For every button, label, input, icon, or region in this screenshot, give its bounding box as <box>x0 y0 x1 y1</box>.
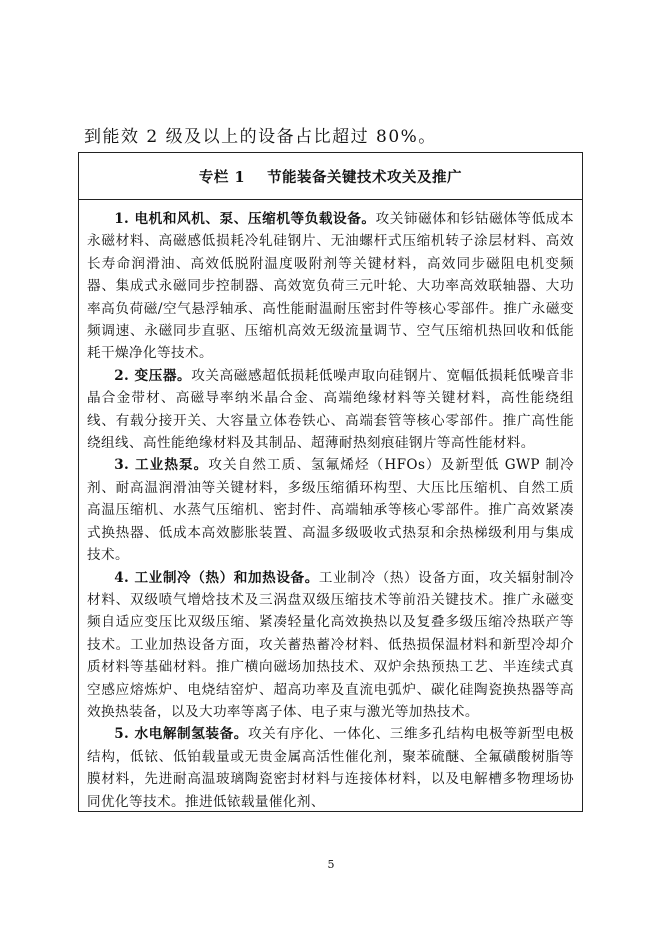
feature-box <box>78 152 583 812</box>
page-number: 5 <box>327 858 335 871</box>
section-heading: 2. 变压器。 <box>114 367 192 384</box>
feature-box-header <box>79 153 582 200</box>
section-refrigeration-heating <box>87 567 574 724</box>
section-transformers <box>87 365 574 455</box>
section-heading: 4. 工业制冷（热）和加热设备。 <box>114 569 319 586</box>
section-electrolysis-hydrogen <box>87 723 574 812</box>
section-text: 攻关有序化、一体化、三维多孔结构电极等新型电极结构，低铱、低铂载量或无贵金属高活性催化剂，聚苯硫醚、全氟磺酸树脂等膜材料，先进耐高温玻璃陶瓷密封材料与连接体材料，以及电解槽多物理场协同优化等技术。推进低铱载量催化剂、 <box>87 726 574 810</box>
section-heading: 5. 水电解制氢装备。 <box>114 726 248 743</box>
section-text: 工业制冷（热）设备方面，攻关辐射制冷材料、双级喷气增焓技术及三涡盘双级压缩技术等前沿关键技术。推广永磁变频自适应变压比双级压缩、紧凑轻量化高效换热以及复叠多级压缩冷热联产等技术。工业加热设备方面，攻关蓄热蓄冷材料、低热损保温材料和新型冷却介质材料等基础材料。推广横向磁场加热技术、双炉余热预热工艺、半连续式真空感应熔炼炉、电烧结窑炉、超高功率及直流电弧炉、碳化硅陶瓷换热器等高效换热装备，以及大功率等离子体、电子束与激光等加热技术。 <box>87 569 574 720</box>
section-heading: 3. 工业热泵。 <box>114 457 209 474</box>
feature-box-body <box>79 200 582 812</box>
lead-paragraph-tail: 到能效 2 级及以上的设备占比超过 80%。 <box>84 127 437 147</box>
feature-box-title: 节能装备关键技术攻关及推广 <box>267 168 463 186</box>
section-text: 攻关高磁感超低损耗低噪声取向硅钢片、宽幅低损耗低噪音非晶合金带材、高磁导率纳米晶合金、高端绝缘材料等关键材料，高性能绕组线、有载分接开关、大容量立体卷铁心、高端套管等核心零部件。推广高性能绕组线、高性能绝缘材料及其制品、超薄耐热刻痕硅钢片等高性能材料。 <box>87 367 574 452</box>
section-text: 攻关铈磁体和钐钴磁体等低成本永磁材料、高磁感低损耗冷轧硅钢片、无油螺杆式压缩机转子涂层材料、高效长寿命润滑油、高效低脱附温度吸附剂等关键材料，高效同步磁阻电机变频器、集成式永磁同步控制器、高效宽负荷三元叶轮、大功率高效联轴器、大功率高负荷磁/空气悬浮轴承、高性能耐温耐压密封件等核心零部件。推广永磁变频调速、永磁同步直驱、压缩机高效无级流量调节、空气压缩机热回收和低能耗干燥净化等技术。 <box>87 211 574 362</box>
feature-box-label: 专栏 1 <box>198 168 246 186</box>
section-motors <box>87 208 574 365</box>
section-heading: 1. 电机和风机、泵、压缩机等负载设备。 <box>114 211 376 227</box>
section-heat-pumps <box>87 454 574 566</box>
section-text: 攻关自然工质、氢氟烯烃（HFOs）及新型低 GWP 制冷剂、耐高温润滑油等关键材料，多级压缩循环构型、大压比压缩机、自然工质高温压缩机、水蒸气压缩机、密封件、高端轴承等核心零部件。推广高效紧凑式换热器、低成本高效膨胀装置、高温多级吸收式热泵和余热梯级利用与集成技术。 <box>87 457 574 564</box>
